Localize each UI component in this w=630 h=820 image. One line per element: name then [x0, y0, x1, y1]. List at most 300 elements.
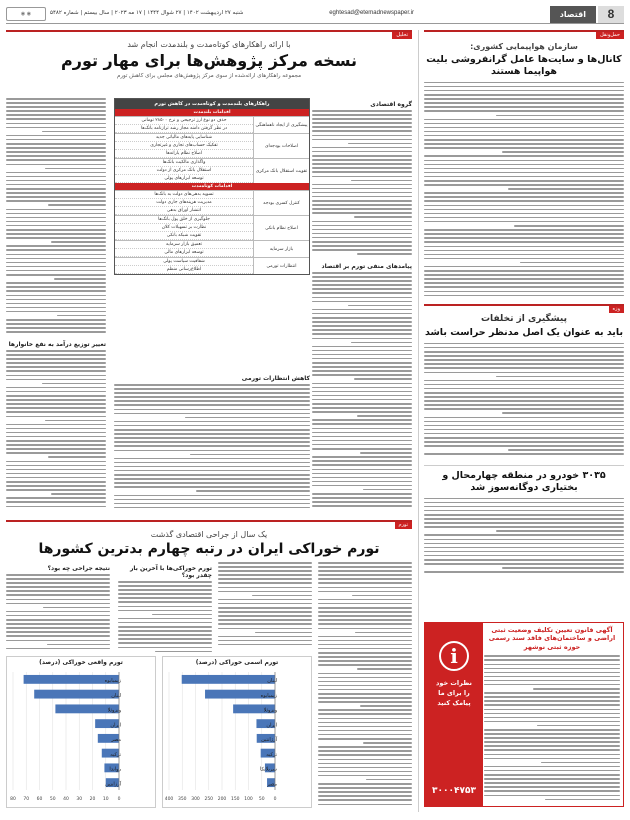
text-line [218, 599, 312, 601]
text-line [312, 212, 412, 214]
table-item: انتشار اوراق بدهی [115, 207, 253, 215]
text-line [6, 354, 106, 356]
text-line [318, 611, 412, 613]
x-tick-label: 20 [89, 797, 96, 802]
text-line [484, 696, 620, 698]
text-line [318, 685, 412, 687]
text-line [312, 163, 412, 165]
text-line [318, 591, 412, 593]
text-line [424, 90, 624, 92]
text-line [357, 668, 412, 670]
text-line [118, 581, 212, 583]
text-line [6, 395, 106, 397]
text-line [312, 176, 412, 178]
text-line [318, 734, 412, 736]
text-line [502, 412, 624, 414]
bar [182, 675, 275, 684]
text-line [6, 448, 106, 450]
text-line [118, 642, 212, 644]
text-line [318, 652, 412, 654]
category-label: زیمبابوه [104, 678, 121, 685]
text-line [218, 591, 312, 593]
text-line [6, 627, 110, 629]
section-label[interactable]: اقتصاد [550, 6, 596, 23]
site-email[interactable]: eghtesad@etemadnewspaper.ir [329, 10, 414, 16]
x-tick-label: 150 [230, 797, 240, 802]
text-line [357, 253, 412, 255]
text-line [424, 421, 624, 423]
text-line [6, 590, 110, 592]
text-line [6, 98, 106, 100]
text-line [312, 440, 412, 442]
chart-nominal-food-inflation [162, 656, 312, 808]
text-line [312, 411, 412, 413]
table-category: بازار سرمایه [253, 241, 309, 257]
text-line [318, 677, 412, 679]
text-line [118, 601, 212, 603]
text-line [312, 407, 412, 409]
text-line [6, 249, 106, 251]
x-tick-label: 100 [244, 797, 253, 802]
text-line [318, 775, 412, 777]
text-line [6, 270, 106, 272]
table-row [115, 215, 309, 240]
text-line [155, 651, 212, 652]
text-line [114, 400, 310, 402]
ad-content [481, 623, 623, 806]
text-line [114, 482, 310, 484]
text-line [424, 433, 624, 435]
text-line [6, 213, 106, 215]
bot-kicker [6, 520, 412, 528]
text-line [6, 176, 106, 178]
text-line [42, 383, 106, 385]
text-line [484, 782, 620, 784]
mid-headline[interactable]: نسخه مرکز پژوهش‌ها برای مهار تورم [61, 51, 357, 70]
text-line [318, 648, 412, 650]
text-line [318, 738, 412, 740]
text-line [484, 786, 620, 788]
text-line [354, 216, 412, 218]
text-line [6, 110, 106, 112]
text-line [484, 704, 620, 706]
text-line [218, 640, 312, 642]
text-line [424, 343, 624, 345]
text-line [424, 518, 624, 520]
text-line [312, 362, 412, 364]
text-line [218, 574, 312, 576]
text-line [312, 325, 412, 327]
text-line [348, 143, 412, 145]
text-line [6, 209, 106, 211]
text-line [312, 505, 412, 507]
table-item: حذف دو نوع ارز ترجیحی و نرخ ۲۸۵۰۰ تومانی [115, 117, 253, 125]
table-items [115, 216, 253, 240]
table-item: شفافیت سیاست پولی [115, 258, 253, 266]
text-line [484, 717, 620, 719]
text-line [318, 660, 412, 662]
x-tick-label: 70 [23, 797, 30, 802]
text-line [312, 192, 412, 194]
text-line [6, 611, 110, 613]
sms-panel [425, 623, 483, 806]
text-line [6, 118, 106, 120]
table-items [115, 241, 253, 257]
text-line [114, 466, 310, 468]
text-line [424, 534, 624, 536]
text-line [318, 673, 412, 675]
text-line [484, 758, 620, 760]
text-line [312, 469, 412, 471]
text-line [6, 506, 106, 508]
category-label: زیمبابوه [260, 692, 277, 699]
text-line [318, 656, 412, 658]
text-line [47, 644, 110, 646]
text-line [6, 295, 106, 297]
text-line [118, 638, 212, 640]
bot-text-col-4 [6, 562, 110, 652]
text-line [318, 746, 412, 748]
text-line [424, 417, 624, 419]
text-line [484, 655, 620, 657]
text-line [424, 547, 624, 549]
text-line [6, 603, 110, 605]
bot-text-4 [6, 574, 110, 652]
right-column [418, 30, 624, 812]
text-line [6, 477, 106, 479]
text-line [484, 700, 620, 702]
text-line [312, 358, 412, 360]
text-line [312, 297, 412, 299]
text-line [484, 749, 620, 751]
text-line [6, 648, 110, 650]
text-line [312, 444, 412, 446]
table-groups-a [115, 116, 309, 183]
text-line [318, 636, 412, 638]
text-line [318, 709, 412, 711]
text-line [484, 790, 620, 792]
table-row [115, 133, 309, 158]
category-label: مصر [111, 737, 121, 744]
text-line [541, 762, 620, 764]
table-item: شناسایی پایه‌های مالیاتی جدید [115, 134, 253, 142]
text-line [6, 155, 106, 157]
text-line [318, 697, 412, 699]
text-line [6, 114, 106, 116]
text-line [218, 566, 312, 568]
middle-section [6, 30, 412, 516]
text-line [424, 119, 624, 121]
mid-text-3b [6, 350, 106, 510]
text-line [366, 779, 412, 781]
ad-box [424, 622, 624, 807]
text-line [424, 266, 624, 268]
story2-headline[interactable]: باید به عنوان یک اصل مدنظر حراست باشد [424, 327, 624, 338]
text-line [502, 567, 624, 569]
text-line [6, 444, 106, 446]
text-line [114, 445, 310, 447]
text-line [114, 421, 310, 423]
text-line [6, 485, 106, 487]
text-line [152, 614, 212, 616]
text-line [318, 701, 412, 703]
text-line [312, 456, 412, 458]
text-line [424, 571, 624, 573]
bottom-section [6, 520, 412, 812]
table-item: مدیریت هزینه‌های جاری دولت [115, 199, 253, 207]
chart-real-food-inflation [6, 656, 156, 808]
text-line [312, 419, 412, 421]
text-line [484, 774, 620, 776]
text-line [6, 432, 106, 434]
category-label: رواندا [109, 766, 121, 773]
category-label: مصر [267, 781, 277, 788]
text-line [318, 750, 412, 752]
table-item: تقویت شبکه بانکی [115, 232, 253, 240]
bot-text-2 [218, 562, 312, 652]
text-line [312, 374, 412, 376]
text-line [318, 689, 412, 691]
bot-text-col-1 [318, 562, 412, 812]
text-line [484, 795, 620, 797]
text-line [424, 155, 624, 157]
text-line [318, 795, 412, 797]
mid-text-1 [312, 110, 412, 260]
text-line [114, 404, 310, 406]
text-line [484, 745, 620, 747]
text-line [51, 493, 106, 495]
chart-2-title: تورم واقعی خوراکی (درصد) [39, 659, 123, 666]
text-line [424, 192, 624, 194]
text-line [496, 376, 624, 378]
text-line [114, 507, 310, 509]
text-line [424, 400, 624, 402]
text-line [312, 118, 412, 120]
text-line [424, 551, 624, 553]
text-line [114, 478, 310, 480]
text-line [6, 229, 106, 231]
text-line [312, 229, 412, 231]
text-line [6, 497, 106, 499]
text-line [6, 452, 106, 454]
text-line [312, 188, 412, 190]
text-line [6, 428, 106, 430]
right-supertitle: سازمان هواپیمایی کشوری: [470, 42, 578, 51]
text-line [6, 290, 106, 292]
table-title: راهکارهای بلندمدت و کوتاه‌مدت در کاهش تورم [115, 99, 309, 109]
mid-subhead-2: پیامدهای منفی تورم بر اقتصاد [321, 263, 412, 270]
issue-info: شنبه ۲۷ اردیبهشت ۱۴۰۲ | ۲۷ شوال ۱۴۴۴ | ۱۷ مه ۲۰۲۳ | سال بیستم | شماره ۵۴۸۲ [50, 10, 244, 16]
table-row [115, 158, 309, 183]
text-line [424, 82, 624, 84]
text-line [312, 196, 412, 198]
text-line [114, 409, 310, 411]
text-line [424, 367, 624, 369]
text-line [424, 396, 624, 398]
text-line [114, 462, 310, 464]
right-story-text [424, 82, 624, 300]
text-line [114, 441, 310, 443]
text-line [218, 615, 312, 617]
mid-text-col-2 [114, 372, 310, 516]
text-line [484, 729, 620, 731]
text-line [484, 684, 620, 686]
table-row [115, 257, 309, 274]
story3-headline[interactable]: ۳۰۳۵ خودرو در منطقه چهارمحال و بختیاری دوگانه‌سوز شد [424, 465, 624, 494]
text-line [318, 771, 412, 773]
sms-number[interactable]: ۳۰۰۰۴۷۵۳ [432, 786, 476, 796]
text-line [312, 333, 412, 335]
text-line [318, 578, 412, 580]
text-line [6, 184, 106, 186]
text-line [424, 94, 624, 96]
text-line [424, 217, 624, 219]
mid-text-3 [6, 98, 106, 338]
text-line [424, 291, 624, 293]
text-line [6, 635, 110, 637]
text-line [424, 205, 624, 207]
text-line [312, 497, 412, 499]
bot-text-3 [118, 581, 212, 652]
text-line [6, 615, 110, 617]
bot-headline[interactable]: تورم خوراکی ایران در رتبه چهارم بدترین کشورها [38, 541, 380, 557]
text-line [6, 399, 106, 401]
text-line [6, 200, 106, 202]
table-item: واگذاری مالکیت بانک‌ها [115, 159, 253, 167]
text-line [312, 147, 412, 149]
x-tick-label: 400 [164, 797, 174, 802]
text-line [6, 623, 110, 625]
text-line [318, 640, 412, 642]
text-line [318, 787, 412, 789]
text-line [6, 379, 106, 381]
text-line [6, 594, 110, 596]
text-line [484, 741, 620, 743]
table-item: جلوگیری از خلق پول بانک‌ها [115, 216, 253, 224]
text-line [6, 159, 106, 161]
text-line [6, 143, 106, 145]
right-tag: حمل‌ونقل [596, 32, 624, 39]
text-line [424, 123, 624, 125]
text-line [6, 362, 106, 364]
text-line [6, 366, 106, 368]
mid-tag: تحلیل [392, 32, 412, 39]
text-line [484, 766, 620, 768]
text-line [424, 388, 624, 390]
x-tick-label: 60 [36, 797, 43, 802]
text-line [6, 465, 106, 467]
page-header [6, 6, 624, 24]
text-line [424, 213, 624, 215]
text-line [312, 151, 412, 153]
text-line [118, 593, 212, 595]
category-label: لبنان [111, 692, 121, 699]
text-line [424, 164, 624, 166]
text-line [318, 582, 412, 584]
text-line [318, 799, 412, 801]
text-line [6, 416, 106, 418]
text-line [424, 555, 624, 557]
text-line [6, 599, 110, 601]
text-line [357, 415, 412, 417]
right-headline[interactable]: کانال‌ها و سایت‌ها عامل گرانفروشی بلیت هواپیما هستند [426, 54, 622, 77]
table-item: استقلال بانک مرکزی از دولت [115, 167, 253, 175]
text-line [6, 375, 106, 377]
text-line [6, 286, 106, 288]
table-item: نظارت بر تسهیلات کلان [115, 224, 253, 232]
x-tick-label: 200 [217, 797, 227, 802]
text-line [312, 280, 412, 282]
text-line [6, 370, 106, 372]
text-line [114, 388, 310, 390]
text-line [312, 249, 412, 251]
text-line [424, 241, 624, 243]
text-line [424, 372, 624, 374]
text-line [6, 147, 106, 149]
text-line [312, 288, 412, 290]
page-number: 8 [598, 6, 624, 23]
text-line [6, 262, 106, 264]
bot-subhead-b: تورم خوراکی‌ها با آخرین بار چقدر بود؟ [129, 565, 212, 579]
text-line [318, 615, 412, 617]
text-line [318, 607, 412, 609]
category-label: لبنان [267, 678, 277, 685]
text-line [424, 147, 624, 149]
text-line [424, 168, 624, 170]
text-line [424, 559, 624, 561]
text-line [351, 180, 412, 182]
text-line [484, 672, 620, 674]
text-line [6, 578, 110, 580]
text-line [6, 192, 106, 194]
text-line [354, 378, 412, 380]
table-item: در نظر گرفتن دامنه مجاز رشد ترازنامه بانک‌ها [115, 125, 253, 133]
text-line [114, 413, 310, 415]
text-line [348, 305, 412, 307]
text-line [424, 184, 624, 186]
text-line [424, 408, 624, 410]
text-line [118, 634, 212, 636]
text-line [118, 626, 212, 628]
table-item: توسعه ابزارهای پولی [115, 175, 253, 183]
text-line [312, 204, 412, 206]
mid-text-col-1 [312, 98, 412, 516]
table-row [115, 240, 309, 257]
text-line [312, 448, 412, 450]
x-tick-label: 40 [63, 797, 69, 802]
text-line [114, 486, 310, 488]
text-line [312, 126, 412, 128]
text-line [424, 176, 624, 178]
text-line [118, 630, 212, 632]
text-line [312, 477, 412, 479]
text-line [6, 350, 106, 352]
text-line [6, 582, 110, 584]
text-line [496, 530, 624, 532]
text-line [424, 510, 624, 512]
text-line [424, 229, 624, 231]
text-line [312, 272, 412, 274]
x-tick-label: 250 [204, 797, 214, 802]
text-line [114, 503, 310, 505]
text-line [312, 399, 412, 401]
text-line [312, 130, 412, 132]
text-line [424, 237, 624, 239]
text-line [484, 659, 620, 661]
text-line [424, 286, 624, 288]
text-line [318, 603, 412, 605]
text-line [218, 628, 312, 630]
